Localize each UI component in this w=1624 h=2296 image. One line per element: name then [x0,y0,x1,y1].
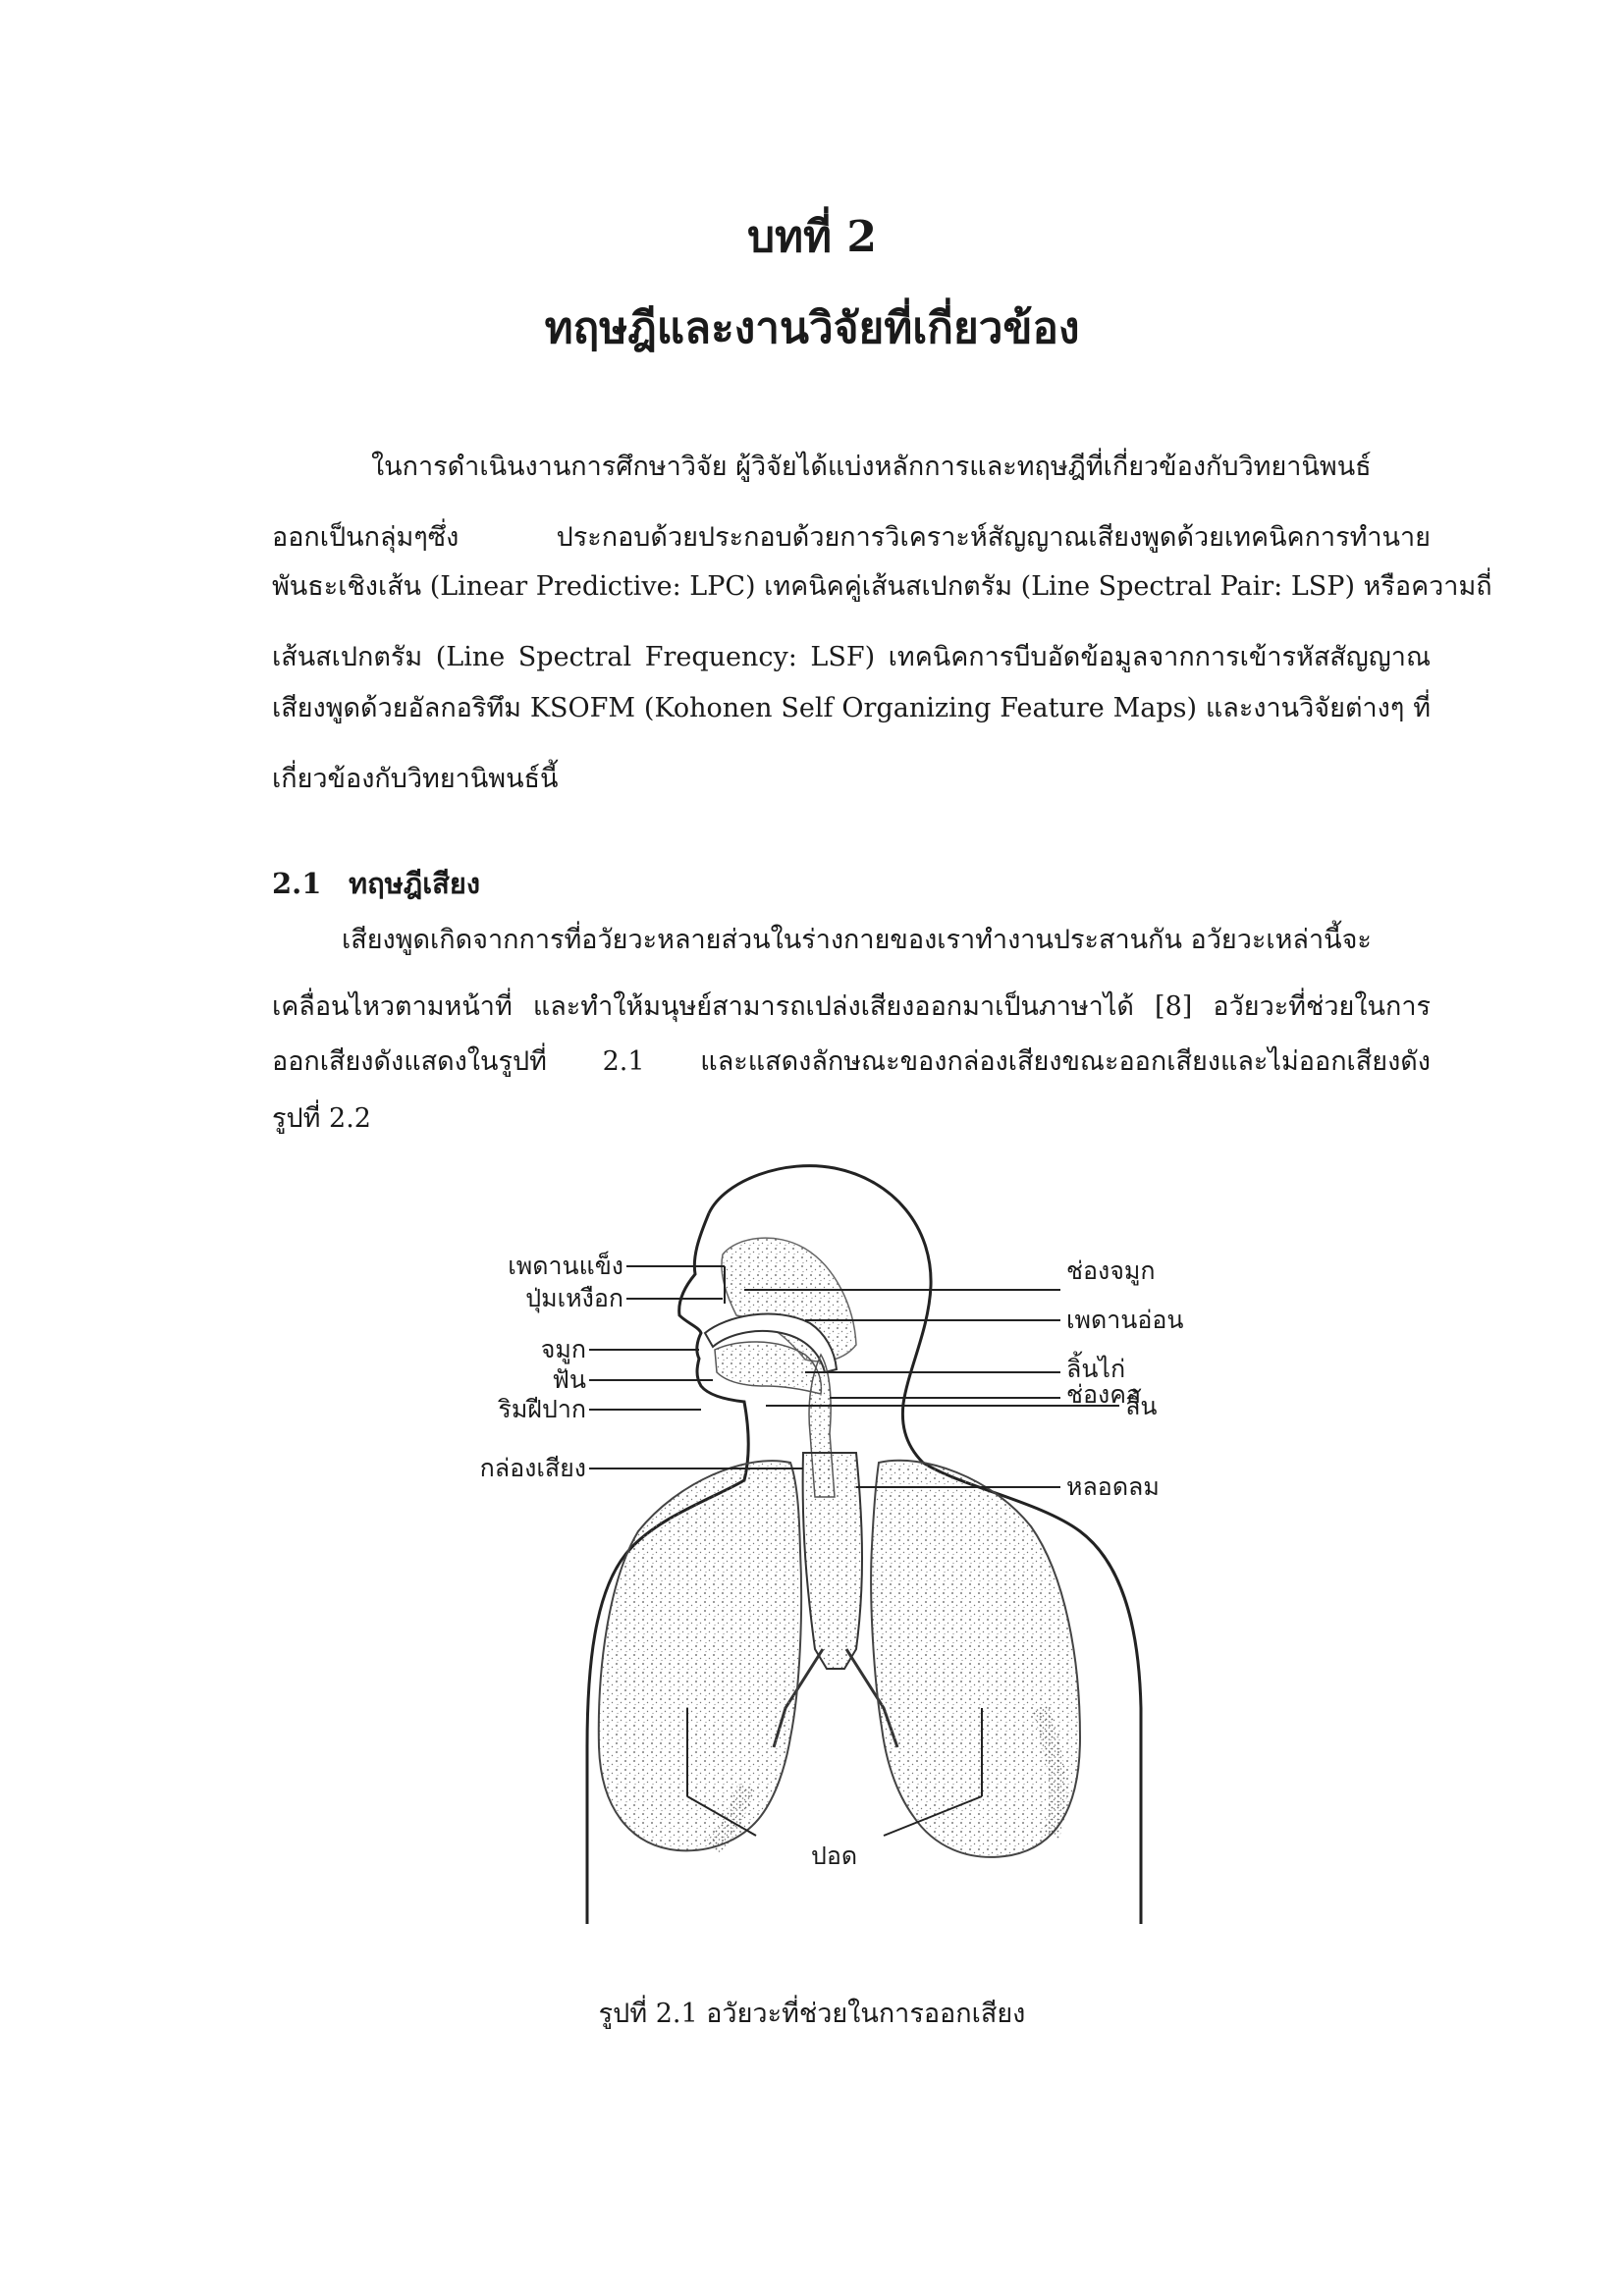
intro-line-3: พันธะเชิงเส้น (Linear Predictive: LPC) เทคนิคคู่เส้นสเปกตรัม (Line Spectral Pair: LSP) หรือความถี่ [272,571,1492,602]
section-line-4: รูปที่ 2.2 [272,1103,371,1134]
intro-line-4: เส้นสเปกตรัม (Line Spectral Frequency: LSF) เทคนิคการบีบอัดข้อมูลจากการเข้ารหัสสัญญาณ [272,642,1431,672]
label-hard-palate: เพดานแข็ง [508,1252,623,1280]
section-line-2: เคลื่อนไหวตามหน้าที่ และทำให้มนุษย์สามารถเปล่งเสียงออกมาเป็นภาษาได้ [8] อวัยวะที่ช่วยในการ [272,991,1431,1022]
speech-organs-figure [479,1158,1198,1924]
label-soft-palate: เพดานอ่อน [1066,1306,1184,1334]
label-trachea: หลอดลม [1066,1472,1160,1501]
section-title: ทฤษฎีเสียง [349,867,481,900]
intro-line-5: เสียงพูดด้วยอัลกอริทึม KSOFM (Kohonen Self Organizing Feature Maps) และงานวิจัยต่างๆ ที่ [272,693,1431,723]
label-lips: ริมฝีปาก [498,1395,586,1423]
intro-line-2: ออกเป็นกลุ่มๆซึ่ง ประกอบด้วยประกอบด้วยการวิเคราะห์สัญญาณเสียงพูดด้วยเทคนิคการทำนาย [272,522,1431,553]
trachea [803,1453,862,1669]
right-lung [871,1461,1080,1857]
label-nasal-cavity: ช่องจมูก [1066,1256,1156,1285]
intro-line-1: ในการดำเนินงานการศึกษาวิจัย ผู้วิจัยได้แบ่งหลักการและทฤษฎีที่เกี่ยวข้องกับวิทยานิพนธ์ [371,452,1372,482]
section-number: 2.1 [272,867,322,900]
chapter-title: ทฤษฎีและงานวิจัยที่เกี่ยวข้อง [544,303,1080,353]
figure-caption: รูปที่ 2.1 อวัยวะที่ช่วยในการออกเสียง [598,1999,1026,2029]
label-pharynx: ช่องคอ [1066,1380,1141,1409]
label-nose: จมูก [540,1335,586,1363]
label-teeth: ฟัน [552,1365,586,1394]
label-alveolar-ridge: ปุ่มเหงือก [525,1284,623,1312]
label-tongue: ลิ้น [1125,1392,1158,1420]
label-larynx: กล่องเสียง [479,1454,586,1482]
intro-line-6: เกี่ยวข้องกับวิทยานิพนธ์นี้ [272,764,559,794]
section-line-1: เสียงพูดเกิดจากการที่อวัยวะหลายส่วนในร่างกายของเราทำงานประสานกัน อวัยวะเหล่านี้จะ [342,925,1372,955]
section-line-3: ออกเสียงดังแสดงในรูปที่ 2.1 และแสดงลักษณะของกล่องเสียงขณะออกเสียงและไม่ออกเสียงดัง [272,1046,1431,1077]
chapter-number: บทที่ 2 [747,212,877,262]
section-heading [272,864,480,903]
left-lung [599,1461,801,1850]
label-lungs: ปอด [811,1842,858,1870]
label-uvula: ลิ้นไก่ [1066,1355,1126,1383]
